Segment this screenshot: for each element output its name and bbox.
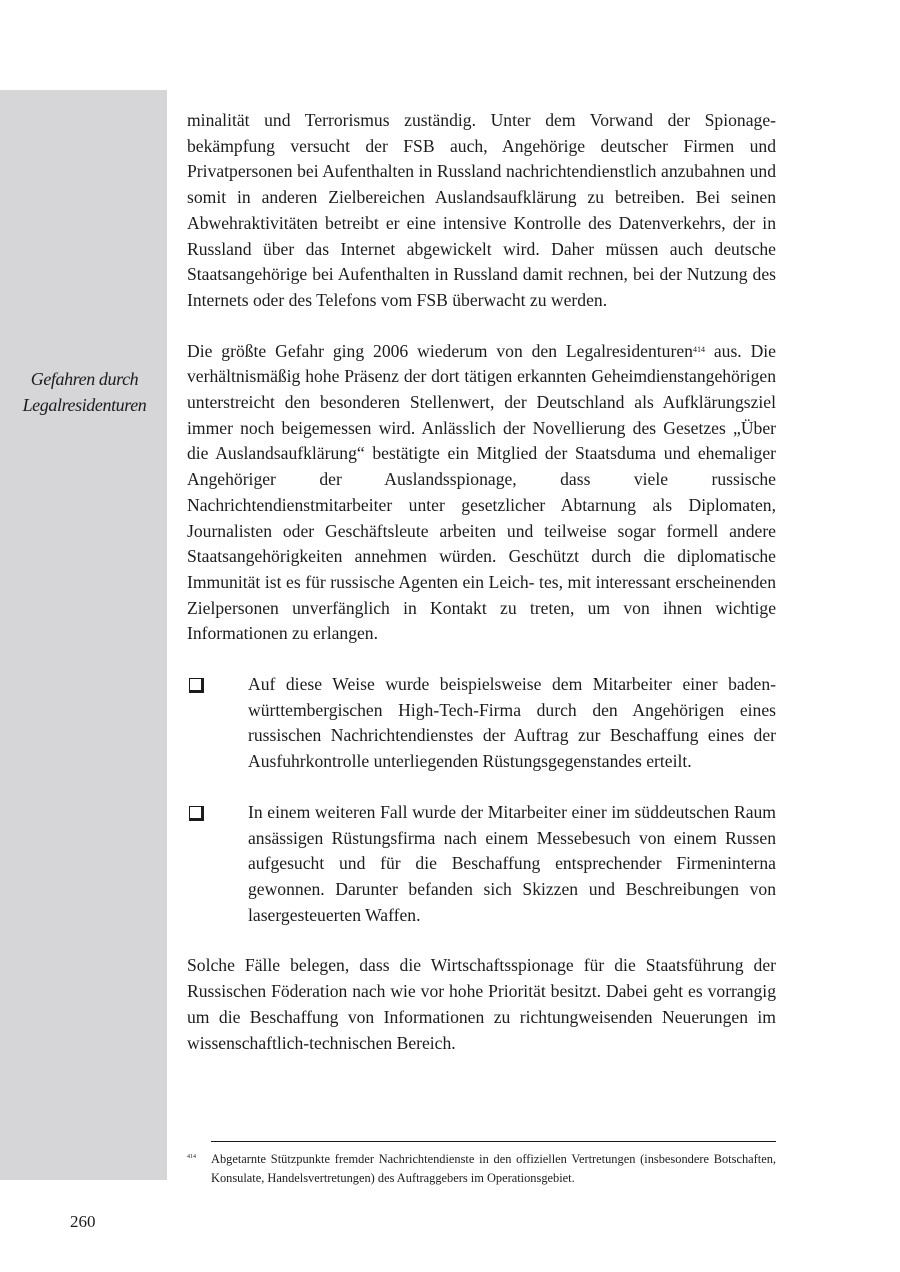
checkbox-bullet-icon [189,678,204,693]
footnote [187,1150,776,1188]
paragraph-3: Solche Fälle belegen, dass die Wirtschaftsspionage für die Staatsführung der Russischen Föderation nach wie vor hohe Priorität besitzt. Dabei geht es vorrangig um die Beschaffung von Informationen zu richtungweisenden Neuerungen im wissenschaftlich-technischen Bereich. [187,955,776,1053]
margin-heading-line-2: Legalresidenturen [22,395,147,415]
bullet-item-text: In einem weiteren Fall wurde der Mitarbeiter einer im süddeutschen Raum ansässigen Rüstungsfirma nach einem Messebesuch von einem Russen aufgesucht und für die Beschaffung entsprechender Firmeninterna gewonnen. Darunter befanden sich Skizzen und Beschreibungen von lasergesteuerten Waffen. [248,801,776,925]
footnote-reference[interactable]: 414 [692,344,705,354]
margin-heading [2,366,167,418]
bullet-item-1 [187,672,776,775]
page-number: 260 [70,1212,96,1231]
footnote-text: Abgetarnte Stützpunkte fremder Nachrichtendienste in den offiziellen Vertretungen (insbesondere Botschaften, Konsulate, Handelsvertretungen) des Auftraggebers im Operationsgebiet. [211,1152,776,1185]
main-text [187,108,776,1056]
margin-sidebar [0,90,167,1180]
paragraph-2-start: Die größte Gefahr ging 2006 wiederum von den Legalresidenturen [187,340,693,361]
margin-heading-line-1: Gefahren durch [30,369,139,389]
paragraph-2 [187,339,776,647]
bullet-item-text: Auf diese Weise wurde beispielsweise dem Mitarbeiter einer badenwürttembergischen High-Tech-Firma durch den Angehörigen eines russischen Nachrichtendienstes der Auftrag zur Beschaffung eines der Ausfuhrkontrolle unterliegenden Rüstungsgegenstandes erteilt. [248,674,776,772]
checkbox-bullet-icon [189,806,204,821]
paragraph-1: minalität und Terrorismus zuständig. Unter dem Vorwand der Spionagebekämpfung versucht der FSB auch, Angehörige deutscher Firmen und Privatpersonen bei Aufenthalten in Russland nachrichtendienstlich anzubahnen und somit in anderen Zielbereichen Auslandsaufklärung zu betreiben. Bei seinen Abwehraktivitäten betreibt er eine intensive Kontrolle des Datenverkehrs, der in Russland über das Internet abgewickelt wird. Daher müssen auch deutsche Staatsangehörige bei Aufenthalten in Russland damit rechnen, bei der Nutzung des Internets oder des Telefons vom FSB überwacht zu werden. [187,110,776,310]
paragraph-2-rest: aus. Die verhältnismäßig hohe Präsenz der dort tätigen erkannten Geheimdienstangehörigen unterstreicht den besonderen Stellenwert, der Deutschland als Aufklärungsziel immer noch beigemessen wird. Anlässlich der Novellierung des Gesetzes „Über die Auslandsaufklärung“ bestätigte ein Mitglied der Staatsduma und ehemaliger Angehöriger der Auslandsspionage, dass viele russische Nachrichtendienstmitarbeiter unter gesetzlicher Abtarnung als Diplomaten, Journalisten oder Geschäftsleute arbeiten und teilweise sogar formell andere Staatsangehörigkeiten annehmen würden. Geschützt durch die diplomatische Immunität ist es für russische Agenten ein Leich- tes, mit interessant erscheinenden Zielpersonen unverfänglich in Kontakt zu treten, um von ihnen wichtige Informationen zu erlangen. [187,340,776,644]
footnote-number: 414 [187,1154,196,1160]
footnote-divider [211,1141,776,1142]
bullet-item-2 [187,800,776,929]
